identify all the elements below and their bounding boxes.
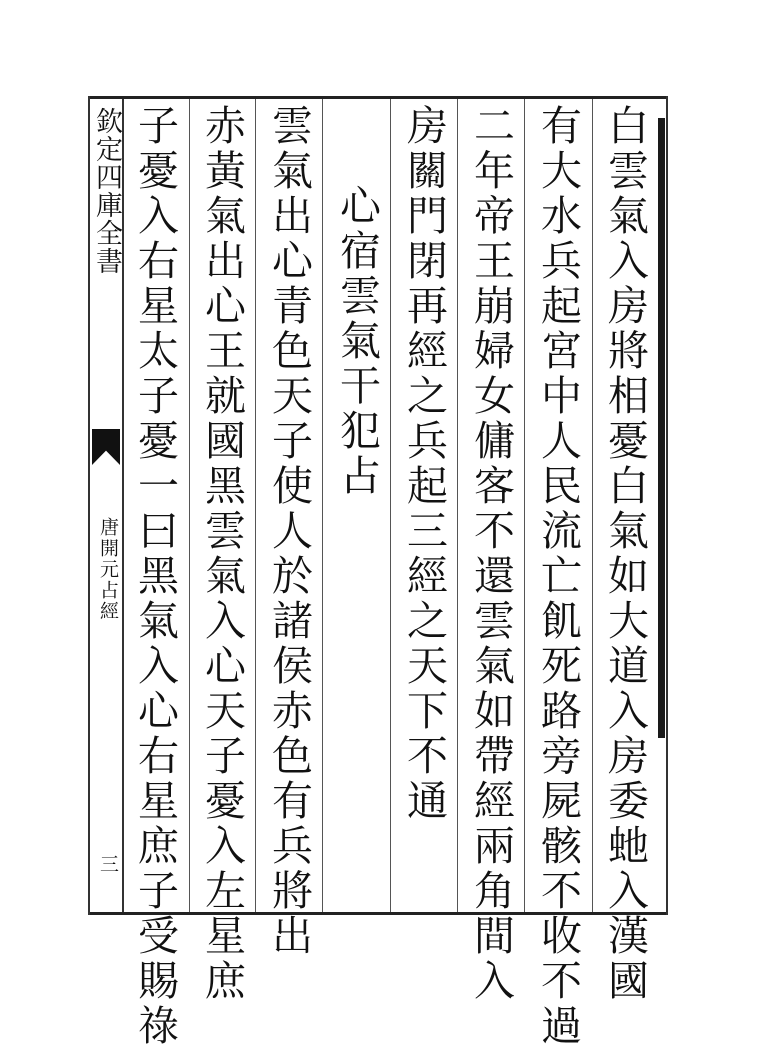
frame-right-thick-border [658, 118, 665, 738]
text-column-6 [266, 104, 312, 959]
column-rule [189, 99, 190, 912]
text-segment: 赤色有兵將出 [265, 689, 313, 959]
page-number: 三 [97, 854, 119, 873]
text-column-3 [468, 104, 514, 1004]
column-rule [524, 99, 525, 912]
text-segment: 白雲氣入房將相憂 [601, 104, 649, 464]
column-rule [322, 99, 323, 912]
text-column-7 [199, 104, 245, 1004]
column-rule [390, 99, 391, 912]
text-segment: 子憂入右星太子憂一曰黑氣入心右星庶子受賜祿 [131, 104, 179, 1049]
text-segment: 白氣如大道入房委虵入漢國 [601, 464, 649, 1004]
fish-tail-mark-icon [92, 429, 120, 465]
book-title: 唐開元占經 [97, 517, 119, 622]
text-segment: 二年帝王崩婦女傭客不還 [467, 104, 515, 599]
section-heading: 心宿雲氣干犯占 [333, 184, 381, 499]
text-column-8 [132, 104, 178, 1049]
text-column-2 [535, 104, 581, 1049]
page-margin-column [90, 99, 124, 912]
text-segment: 雲氣如帶經兩角間入 [467, 599, 515, 1004]
frame-right-border [666, 96, 668, 915]
text-column-5-heading [334, 184, 380, 499]
text-segment: 房關門閉再經之兵起三經之天下不通 [400, 104, 448, 824]
text-column-1 [602, 104, 648, 1004]
text-segment: 雲氣出心青色天子使人於諸侯 [265, 104, 313, 689]
text-segment: 黑雲氣入心天子憂入左星庶 [198, 464, 246, 1004]
column-rule [457, 99, 458, 912]
collection-title: 欽定四庫全書 [91, 107, 122, 275]
text-segment: 赤黃氣出心王就國 [198, 104, 246, 464]
column-rule [592, 99, 593, 912]
frame-top-border [88, 96, 666, 99]
column-rule [255, 99, 256, 912]
text-segment: 有大水兵起宮中人民流亡飢死路旁屍骸不收不過 [534, 104, 582, 1049]
text-column-4 [401, 104, 447, 824]
